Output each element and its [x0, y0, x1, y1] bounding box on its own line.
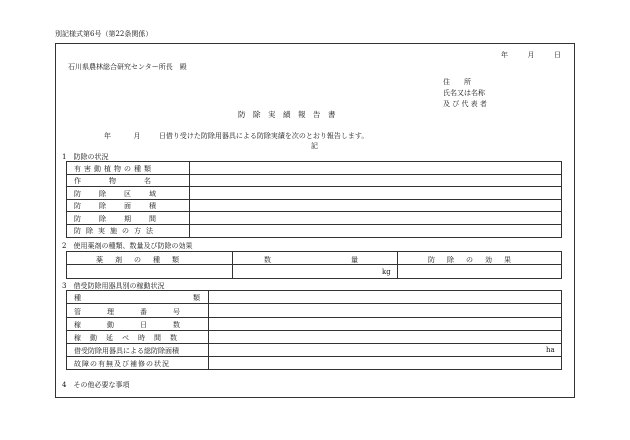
s2-col-chemical: 薬剤の種類 [96, 256, 191, 264]
s2-unit-kg: kg [382, 268, 391, 276]
intro-text: 日借り受けた防除用器具による防除実績を次のとおり報告します。 [158, 132, 369, 140]
ki-note: 記 [311, 142, 318, 150]
form-reference: 別記様式第6号（第22条関係） [55, 30, 153, 38]
s3-label-operating-days: 稼動日数 [74, 321, 206, 329]
address-label: 住 所 [443, 78, 471, 86]
intro-month: 月 [133, 132, 141, 140]
document-title: 防 除 実 績 報 告 書 [238, 110, 336, 119]
intro-sentence [104, 131, 368, 141]
s1-label-pest: 有害動植物の種類 [74, 165, 154, 173]
date-line [501, 50, 561, 60]
date-year: 年 [501, 51, 508, 59]
s3-unit-ha: ha [546, 346, 555, 354]
s3-label-type: 種類 [74, 294, 312, 302]
s3-label-mgmt-number: 管理番号 [74, 308, 206, 316]
section2-heading: 2 使用薬剤の種類、数量及び防除の効果 [62, 242, 193, 250]
s3-label-operating-hours: 稼動延べ時間数 [74, 334, 186, 342]
name-label: 氏名又は名称 [443, 89, 485, 97]
date-day: 日 [553, 51, 561, 59]
s2-col-quantity: 数量 [264, 256, 438, 264]
s3-label-total-area: 借受防除用器具による総防除面積 [74, 347, 179, 355]
s2-col-effect: 防除の効果 [428, 256, 523, 264]
section4-heading: 4 その他必要な事項 [62, 381, 130, 389]
s1-label-area-region: 防除区域 [74, 190, 174, 198]
s1-label-area-size: 防除面積 [74, 202, 174, 210]
date-month: 月 [527, 51, 535, 59]
s3-label-breakdown: 故障の有無及び補修の状況 [74, 360, 170, 368]
intro-year: 年 [104, 132, 111, 140]
s1-label-method: 防除実施の方法 [74, 227, 158, 235]
representative-label: 及 び 代 表 者 [443, 100, 487, 108]
section3-heading: 3 借受防除用器具別の稼動状況 [62, 282, 165, 290]
recipient: 石川県農林総合研究センター所長 殿 [68, 63, 187, 71]
s1-label-crop: 作物名 [74, 177, 179, 185]
section1-heading: 1 防除の状況 [62, 153, 109, 161]
s1-label-period: 防除期間 [74, 215, 174, 223]
